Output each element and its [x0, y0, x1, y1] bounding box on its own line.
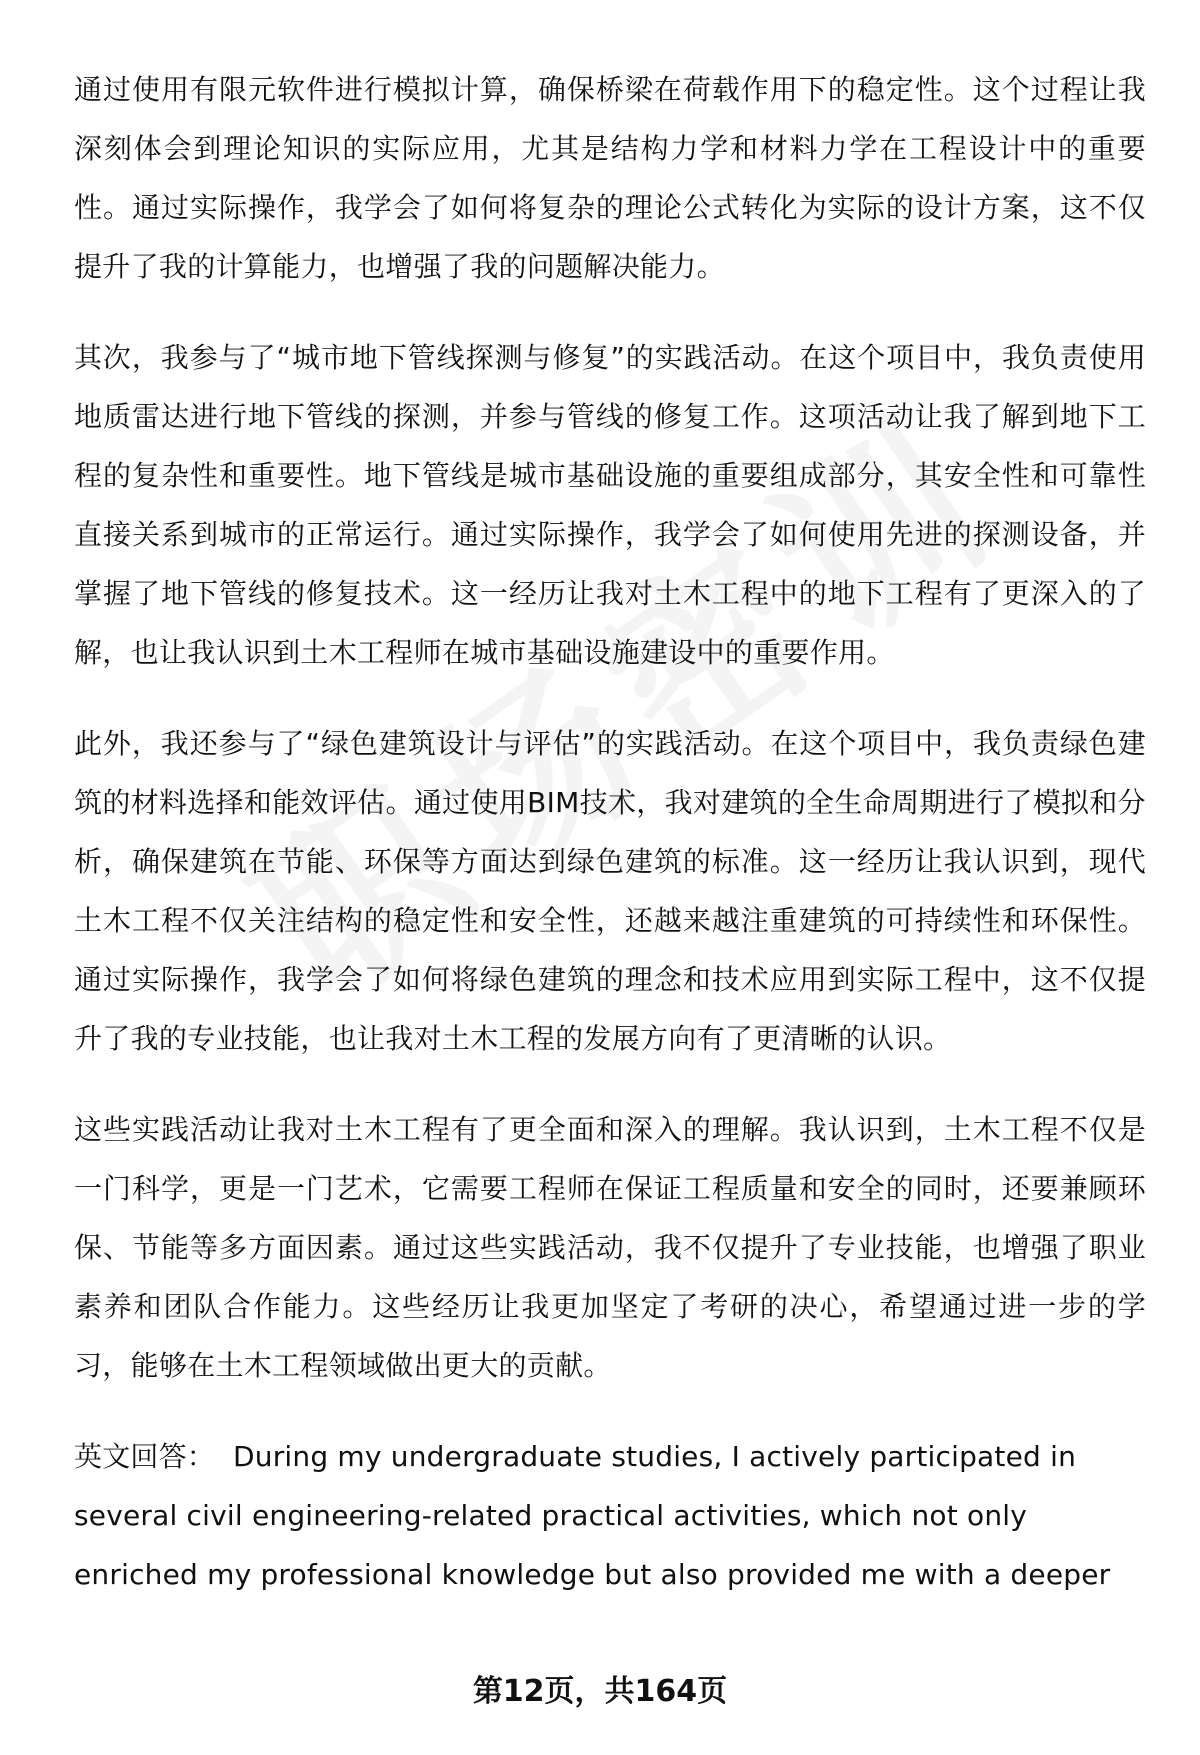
- english-answer: [74, 1427, 1146, 1604]
- paragraph-2: 其次，我参与了“城市地下管线探测与修复”的实践活动。在这个项目中，我负责使用地质雷达进行地下管线的探测，并参与管线的修复工作。这项活动让我了解到地下工程的复杂性和重要性。地下管线是城市基础设施的重要组成部分，其安全性和可靠性直接关系到城市的正常运行。通过实际操作，我学会了如何使用先进的探测设备，并掌握了地下管线的修复技术。这一经历让我对土木工程中的地下工程有了更深入的了解，也让我认识到土木工程师在城市基础设施建设中的重要作用。: [74, 341, 1146, 669]
- paragraph-1: 通过使用有限元软件进行模拟计算，确保桥梁在荷载作用下的稳定性。这个过程让我深刻体会到理论知识的实际应用，尤其是结构力学和材料力学在工程设计中的重要性。通过实际操作，我学会了如何将复杂的理论公式转化为实际的设计方案，这不仅提升了我的计算能力，也增强了我的问题解决能力。: [74, 73, 1146, 283]
- english-answer-label: 英文回答：: [74, 1440, 216, 1473]
- paragraph-4: 这些实践活动让我对土木工程有了更全面和深入的理解。我认识到，土木工程不仅是一门科学，更是一门艺术，它需要工程师在保证工程质量和安全的同时，还要兼顾环保、节能等多方面因素。通过这些实践活动，我不仅提升了专业技能，也增强了职业素养和团队合作能力。这些经历让我更加坚定了考研的决心，希望通过进一步的学习，能够在土木工程领域做出更大的贡献。: [74, 1113, 1146, 1382]
- paragraph-3: 此外，我还参与了“绿色建筑设计与评估”的实践活动。在这个项目中，我负责绿色建筑的材料选择和能效评估。通过使用BIM技术，我对建筑的全生命周期进行了模拟和分析，确保建筑在节能、环保等方面达到绿色建筑的标准。这一经历让我认识到，现代土木工程不仅关注结构的稳定性和安全性，还越来越注重建筑的可持续性和环保性。通过实际操作，我学会了如何将绿色建筑的理念和技术应用到实际工程中，这不仅提升了我的专业技能，也让我对土木工程的发展方向有了更清晰的认识。: [74, 727, 1146, 1055]
- document-body: [74, 60, 1146, 1636]
- page-number: 第12页，共164页: [472, 1674, 728, 1709]
- english-answer-text: During my undergraduate studies, I actively participated in several civil engineering-related practical activities, which not only enriched my professional knowledge but also provided me with a deeper: [74, 1440, 1111, 1591]
